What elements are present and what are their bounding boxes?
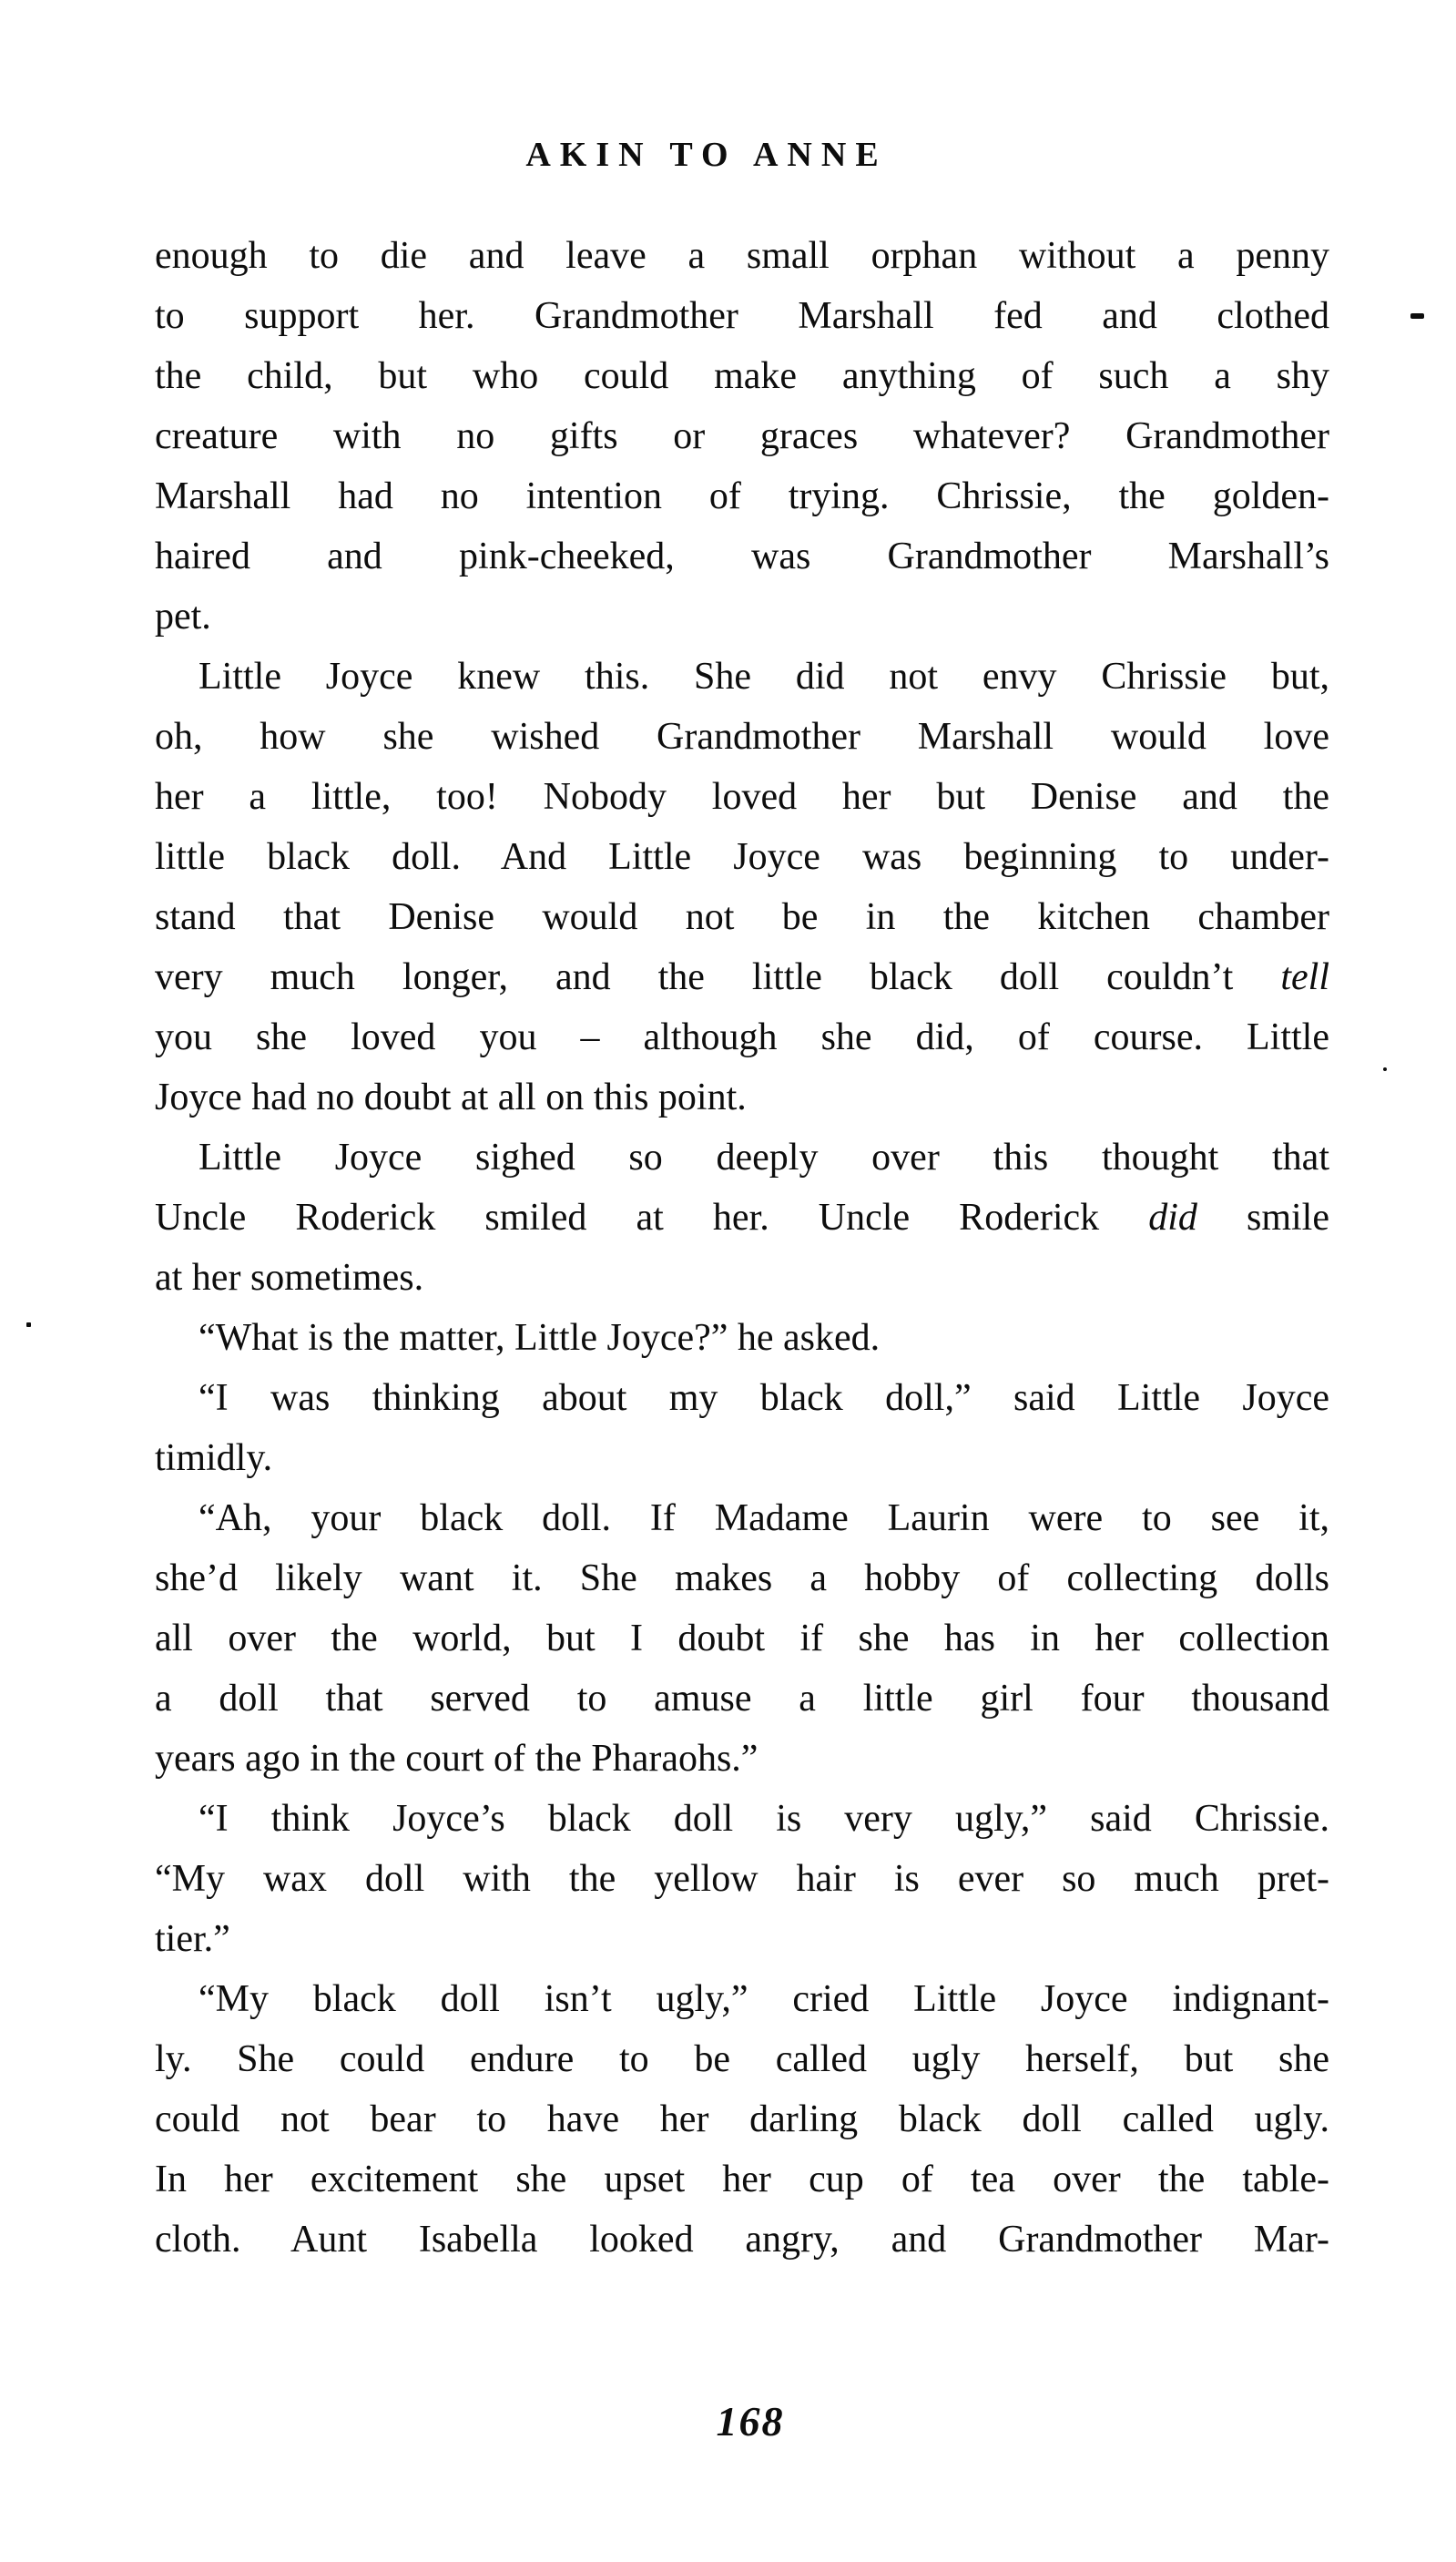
text-line: Little Joyce sighed so deeply over this thought that xyxy=(199,1137,1329,1179)
text-line: creature with no gifts or graces whatever? Grandmother xyxy=(155,415,1329,457)
text-line: the child, but who could make anything of such a shy xyxy=(155,355,1329,397)
text-line: little black doll. And Little Joyce was beginning to under- xyxy=(155,836,1329,878)
text-line: Joyce had no doubt at all on this point. xyxy=(155,1077,747,1118)
text-line: her a little, too! Nobody loved her but Denise and the xyxy=(155,776,1329,818)
text-line: “I was thinking about my black doll,” said Little Joyce xyxy=(199,1377,1329,1419)
text-line: she’d likely want it. She makes a hobby of collecting dolls xyxy=(155,1557,1329,1599)
text-line: Uncle Roderick smiled at her. Uncle Roderick did smile xyxy=(155,1197,1329,1239)
text-line: timidly. xyxy=(155,1437,273,1479)
text-line: ly. She could endure to be called ugly herself, but she xyxy=(155,2038,1329,2080)
text-line: enough to die and leave a small orphan without a penny xyxy=(155,235,1329,277)
text-line: at her sometimes. xyxy=(155,1257,424,1299)
text-line: “I think Joyce’s black doll is very ugly,” said Chrissie. xyxy=(199,1798,1329,1840)
text-line: cloth. Aunt Isabella looked angry, and Grandmother Mar- xyxy=(155,2219,1329,2261)
text-line: pet. xyxy=(155,596,211,638)
text-line: oh, how she wished Grandmother Marshall would love xyxy=(155,716,1329,758)
text-line: you she loved you – although she did, of course. Little xyxy=(155,1016,1329,1058)
text-line: Marshall had no intention of trying. Chrissie, the golden- xyxy=(155,475,1329,517)
scan-speck xyxy=(26,1322,31,1327)
body-text xyxy=(155,226,1329,2270)
text-line: years ago in the court of the Pharaohs.” xyxy=(155,1738,759,1780)
text-line: “What is the matter, Little Joyce?” he asked. xyxy=(199,1317,881,1359)
scan-dash-artifact xyxy=(1410,313,1424,319)
text-line: all over the world, but I doubt if she has in her collection xyxy=(155,1618,1329,1659)
text-line: “My black doll isn’t ugly,” cried Little Joyce indignant- xyxy=(199,1978,1329,2020)
text-line: very much longer, and the little black doll couldn’t tell xyxy=(155,956,1329,998)
text-line: a doll that served to amuse a little girl four thousand xyxy=(155,1678,1329,1720)
page-number: 168 xyxy=(716,2398,785,2445)
running-header: AKIN TO ANNE xyxy=(525,136,888,174)
text-line: In her excitement she upset her cup of tea over the table- xyxy=(155,2159,1329,2200)
text-line: haired and pink-cheeked, was Grandmother Marshall’s xyxy=(155,536,1329,577)
text-line: stand that Denise would not be in the kitchen chamber xyxy=(155,896,1329,938)
text-line: Little Joyce knew this. She did not envy Chrissie but, xyxy=(199,656,1329,698)
text-line: “My wax doll with the yellow hair is ever so much pret- xyxy=(155,1858,1329,1900)
text-line: to support her. Grandmother Marshall fed and clothed xyxy=(155,295,1329,337)
text-line: tier.” xyxy=(155,1918,230,1960)
text-line: “Ah, your black doll. If Madame Laurin were to see it, xyxy=(199,1497,1329,1539)
text-line: could not bear to have her darling black doll called ugly. xyxy=(155,2098,1329,2140)
scan-speck xyxy=(1383,1067,1387,1071)
